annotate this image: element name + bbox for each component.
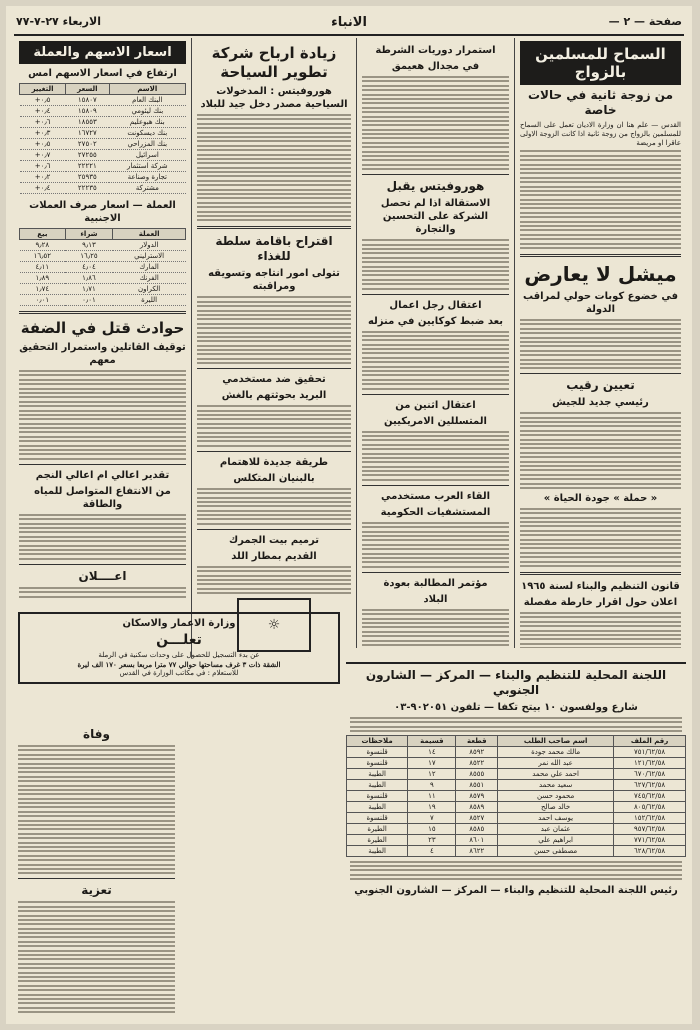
table-cell: ٩٫٢٨ <box>20 240 66 251</box>
housing-ad <box>14 606 344 718</box>
murder-subhead: توقيف القاتلين واستمرار التحقيق معهم <box>19 342 186 366</box>
customs-subhead: القديم بمطار اللد <box>231 550 317 562</box>
censor-subhead: رئيسي جديد للجيش <box>552 397 649 409</box>
notice-title: اعــــلان <box>78 568 127 583</box>
table-cell: ١٦٫٢٥ <box>65 251 113 262</box>
committee-notice <box>346 662 686 1019</box>
fx-row <box>20 284 186 295</box>
table-cell: ٨٦٢٢ <box>456 845 498 856</box>
committee-title: اللجنة المحلية للتنظيم والبناء — المركز — الشارون الجنوبي <box>365 668 667 697</box>
marriage-body <box>520 150 681 249</box>
column-mid-right <box>356 38 514 648</box>
ad-contact: للاستعلام : في مكاتب الوزارة في القدس <box>119 669 239 677</box>
tourism-subhead: هوروفيتس : المدخولات السياحية مصدر دخل جيد للبلاد <box>200 86 348 110</box>
cocaine-headline: اعتقال رجل اعمال <box>389 299 482 311</box>
stock-row <box>20 128 186 139</box>
postal-subhead: البريد بحوثتهم بالغش <box>221 390 327 402</box>
table-cell: قلنسوة <box>347 757 408 768</box>
table-cell: قلنسوة <box>347 790 408 801</box>
ad-title: تعلـــن <box>156 632 202 648</box>
police-headline: استمرار دوريات الشرطة <box>375 45 496 56</box>
table-cell: ٢٢٢٣٥ <box>66 183 110 194</box>
table-cell: ٨٥٢٢ <box>456 757 498 768</box>
table-cell: ٠٫٧+ <box>20 150 66 161</box>
committee-row <box>347 845 686 856</box>
table-cell: ٨٦٠١ <box>456 834 498 845</box>
committee-row <box>347 746 686 757</box>
tourism-headline: زيادة ارباح شركة تطوير السياحة <box>211 44 337 81</box>
fx-row <box>20 262 186 273</box>
column-right <box>514 38 686 648</box>
ad-ministry: وزارة الاعمار والاسكان <box>122 618 236 629</box>
table-cell: ٠٫٦+ <box>20 117 66 128</box>
table-cell: البنك العام <box>109 95 185 106</box>
table-cell: ٦٢٧/٦٢/٥٨ <box>614 779 686 790</box>
committee-row <box>347 801 686 812</box>
column-left <box>14 38 191 598</box>
michel-headline: ميشل لا يعارض <box>524 261 677 286</box>
table-cell: عثمان عبد <box>498 823 614 834</box>
issue-date: الاربعاء ٢٧-٧-٧٧ <box>16 15 101 28</box>
stocks-table <box>19 83 186 194</box>
table-cell: ٠٫٤+ <box>20 106 66 117</box>
table-cell: قلنسوة <box>347 746 408 757</box>
table-cell: ٠٫٠١ <box>65 295 113 306</box>
table-cell: اسرائيل <box>109 150 185 161</box>
table-cell: الطيرة <box>347 834 408 845</box>
table-cell: ١٥٢/٦٢/٥٨ <box>614 812 686 823</box>
table-cell: الطيرة <box>347 823 408 834</box>
table-cell: ٦٢٨/٦٢/٥٨ <box>614 845 686 856</box>
horowitz-headline: هوروفيتس يقبل <box>386 179 485 194</box>
fx-caption: العملة — اسعار صرف العملات الاجنبية <box>29 200 176 224</box>
postal-headline: تحقيق ضد مستخدمي <box>222 374 326 386</box>
table-cell: ١٦٧٢٧ <box>66 128 110 139</box>
table-header-cell: العملة <box>113 229 186 240</box>
table-cell: ١٫٨٦ <box>65 273 113 284</box>
fx-row <box>20 273 186 284</box>
table-cell: ٤٫٠٤ <box>65 262 113 273</box>
table-cell: يوسف احمد <box>498 812 614 823</box>
table-cell: الدولار <box>113 240 186 251</box>
murder-headline: حوادث قتل في الضفة <box>20 319 185 337</box>
table-cell: ٩٫١٣ <box>65 240 113 251</box>
table-header-cell: التغيير <box>20 84 66 95</box>
building-headline: طريقة جديدة للاهتمام <box>219 456 329 468</box>
table-cell: ١٫٧١ <box>65 284 113 295</box>
table-cell: بنك المزراحي <box>109 139 185 150</box>
planning-law-headline: قانون التنظيم والبناء لسنة ١٩٦٥ <box>521 581 680 592</box>
table-cell: ١٩ <box>408 801 456 812</box>
ad-body: عن بدء التسجيل للحصول على وحدات سكنية في الرملة <box>98 651 260 659</box>
table-cell: ٨٥٨٩ <box>456 801 498 812</box>
stocks-caption: ارتفاع في اسعار الاسهم امس <box>28 68 177 79</box>
table-cell: بنك هبوعليم <box>109 117 185 128</box>
table-cell: ١٤ <box>408 746 456 757</box>
table-header-cell: السعر <box>66 84 110 95</box>
stock-row <box>20 161 186 172</box>
fx-row <box>20 251 186 262</box>
table-header-cell: اسم صاحب الطلب <box>498 735 614 746</box>
table-cell: المارك <box>113 262 186 273</box>
police-subhead: في مجدال هعيمق <box>391 61 480 72</box>
table-cell: ١٫٧٤ <box>20 284 66 295</box>
planning-law-subhead: اعلان حول اقرار خارطة مفصلة <box>523 597 678 608</box>
table-cell: الاسترليني <box>113 251 186 262</box>
stocks-title: اسعار الاسهم والعملة <box>19 41 186 64</box>
building-subhead: بالبنيان المتكلس <box>233 472 315 484</box>
table-header-cell: رقم الملف <box>614 735 686 746</box>
table-cell: ابراهيم علي <box>498 834 614 845</box>
censor-headline: تعيين رقيب <box>566 378 635 393</box>
table-cell: ١٢١/٦٢/٥٨ <box>614 757 686 768</box>
committee-signature: رئيس اللجنة المحلية للتنظيم والبناء — المركز — الشارون الجنوبي <box>354 885 678 897</box>
table-cell: ٧٧١/٦٢/٥٨ <box>614 834 686 845</box>
stock-row <box>20 150 186 161</box>
table-cell: ٨٥٥١ <box>456 779 498 790</box>
table-cell: ٨٥٢٧ <box>456 812 498 823</box>
newspaper-page <box>6 6 692 1024</box>
stock-row <box>20 95 186 106</box>
table-cell: الطيبة <box>347 779 408 790</box>
horowitz-subhead: الاستقالة اذا لم تحصل الشركة على التحسين والتجارة <box>380 198 491 236</box>
table-cell: ٠٫٠١ <box>20 295 66 306</box>
table-header-cell: الاسم <box>109 84 185 95</box>
stock-row <box>20 172 186 183</box>
committee-row <box>347 757 686 768</box>
table-cell: ١٥٨٠٩ <box>66 106 110 117</box>
masthead <box>14 12 684 36</box>
newspaper-logo-icon: ☼ <box>237 598 311 652</box>
table-cell: قلنسوة <box>347 812 408 823</box>
table-cell: ١١ <box>408 790 456 801</box>
table-cell: بنك ليئومي <box>109 106 185 117</box>
table-cell: ٨٥٧٩ <box>456 790 498 801</box>
table-cell: ٦٧٠/٦٢/٥٨ <box>614 768 686 779</box>
table-cell: ٨٥٥٥ <box>456 768 498 779</box>
stock-row <box>20 106 186 117</box>
table-cell: احمد علي محمد <box>498 768 614 779</box>
table-cell: ٧٥١/٦٢/٥٨ <box>614 746 686 757</box>
committee-table <box>346 735 686 857</box>
stock-row <box>20 117 186 128</box>
customs-headline: ترميم بيت الجمرك <box>229 534 319 546</box>
table-cell: ١٫٨٩ <box>20 273 66 284</box>
marriage-lead: القدس — علم هنا ان وزارة الاديان تعمل على السماح للمسلمين بالزواج من زوجة ثانية اذا كانت الزوجة الاولى عاقرا او مريضة <box>520 121 681 147</box>
hospital-headline: القاء العرب مستخدمي <box>380 490 491 502</box>
committee-row <box>347 790 686 801</box>
table-cell: ٢٥٩٣٥ <box>66 172 110 183</box>
table-cell: الطيبة <box>347 768 408 779</box>
table-cell: ٨٥٩٢ <box>456 746 498 757</box>
table-cell: ٤ <box>408 845 456 856</box>
table-cell: ١٧ <box>408 757 456 768</box>
food-authority-subhead: تتولى امور انتاجه وتسويقه ومراقبته <box>208 268 340 293</box>
stock-row <box>20 139 186 150</box>
fx-row <box>20 295 186 306</box>
table-cell: بنك ديسكونت <box>109 128 185 139</box>
committee-row <box>347 768 686 779</box>
table-cell: ٠٫٤+ <box>20 183 66 194</box>
table-cell: الفرنك <box>113 273 186 284</box>
censor-body <box>520 412 681 489</box>
table-header-cell: بيع <box>20 229 66 240</box>
table-header-cell: قسيمة <box>408 735 456 746</box>
arrest-headline: اعتقال اثنين من <box>395 399 476 411</box>
table-cell: الطيبة <box>347 801 408 812</box>
fx-table <box>19 228 186 306</box>
obituary-headline: وفاة <box>83 727 110 741</box>
table-cell: ٤٫١١ <box>20 262 66 273</box>
table-cell: ٢٧٥٠٢ <box>66 139 110 150</box>
table-cell: ٠٫٥+ <box>20 95 66 106</box>
marriage-subhead: من زوجة ثانية في حالات خاصة <box>527 88 674 117</box>
table-cell: ١٨٥٥٣ <box>66 117 110 128</box>
quality-of-life-quote: « حملة » جودة الحياة » <box>543 492 658 504</box>
table-cell: مصطفى حسن <box>498 845 614 856</box>
table-cell: ٠٫٢+ <box>20 172 66 183</box>
table-cell: الليرة <box>113 295 186 306</box>
arrest-subhead: المتسللين الامريكيين <box>384 415 487 427</box>
table-cell: ٨٥٨٥ <box>456 823 498 834</box>
committee-subtitle: شارع وولفسون ١٠ بيتح تكفا — تلفون ٩٠٢٠٥١-٠٣ <box>394 702 638 713</box>
table-cell: تجارة وصناعة <box>109 172 185 183</box>
table-cell: ١٦٫٥٢ <box>20 251 66 262</box>
committee-row <box>347 812 686 823</box>
table-cell: ٩٥٧/٦٢/٥٨ <box>614 823 686 834</box>
table-cell: مشتركة <box>109 183 185 194</box>
committee-row <box>347 823 686 834</box>
food-authority-headline: اقتراح باقامة سلطة للغذاء <box>215 234 333 264</box>
table-cell: شركة استثمار <box>109 161 185 172</box>
table-cell: سعيد محمد <box>498 779 614 790</box>
committee-row <box>347 834 686 845</box>
table-cell: محمود حسن <box>498 790 614 801</box>
table-cell: ١٢ <box>408 768 456 779</box>
cocaine-subhead: بعد ضبط كوكايين في منزله <box>367 315 504 327</box>
table-cell: ٨٠٥/٦٢/٥٨ <box>614 801 686 812</box>
water-subhead: من الانتفاع المتواصل للمياه والطاقة <box>34 485 171 510</box>
table-cell: ١٥ <box>408 823 456 834</box>
column-mid-left <box>191 38 356 658</box>
table-header-cell: ملاحظات <box>347 735 408 746</box>
table-cell: ٧ <box>408 812 456 823</box>
table-cell: عبد الله نمر <box>498 757 614 768</box>
table-cell: ٠٫٥+ <box>20 139 66 150</box>
ad-price: الشقة ذات ٣ غرف مساحتها حوالي ٧٧ مترا مربعا بسعر ١٧٠ الف ليرة <box>77 660 281 669</box>
stock-row <box>20 183 186 194</box>
hospital-subhead: المستشفيات الحكومية <box>380 506 491 518</box>
michel-subhead: في خضوع كوبات حولي لمراقب الدولة <box>523 290 678 315</box>
table-cell: ٢٣ <box>408 834 456 845</box>
conference-subhead: البلاد <box>423 593 448 605</box>
table-cell: ٠٫٦+ <box>20 161 66 172</box>
table-cell: ٢٢٢٢١ <box>66 161 110 172</box>
page-number: صفحة — ٢ — <box>608 15 682 28</box>
paper-name: الانباء <box>331 15 367 30</box>
condolence-headline: تعزية <box>81 883 112 898</box>
table-header-cell: قطعة <box>456 735 498 746</box>
michel-body <box>520 319 681 369</box>
conference-headline: مؤتمر المطالبة بعودة <box>383 577 488 589</box>
water-headline: تقدير اعالي ام اعالي النجم <box>35 469 170 481</box>
table-cell: ٠٫٣+ <box>20 128 66 139</box>
table-cell: مالك محمد جودة <box>498 746 614 757</box>
marriage-headline: السماح للمسلمين بالزواج <box>520 41 681 85</box>
table-cell: خالد صالح <box>498 801 614 812</box>
table-cell: ٩ <box>408 779 456 790</box>
table-cell: ١٥٨٠٧ <box>66 95 110 106</box>
table-cell: الكراون <box>113 284 186 295</box>
table-cell: الطيبة <box>347 845 408 856</box>
table-header-cell: شراء <box>65 229 113 240</box>
table-cell: ٧٤٥/٦٢/٥٨ <box>614 790 686 801</box>
fx-row <box>20 240 186 251</box>
obituaries <box>14 722 179 1022</box>
committee-row <box>347 779 686 790</box>
table-cell: ٢٧٢٥٥ <box>66 150 110 161</box>
